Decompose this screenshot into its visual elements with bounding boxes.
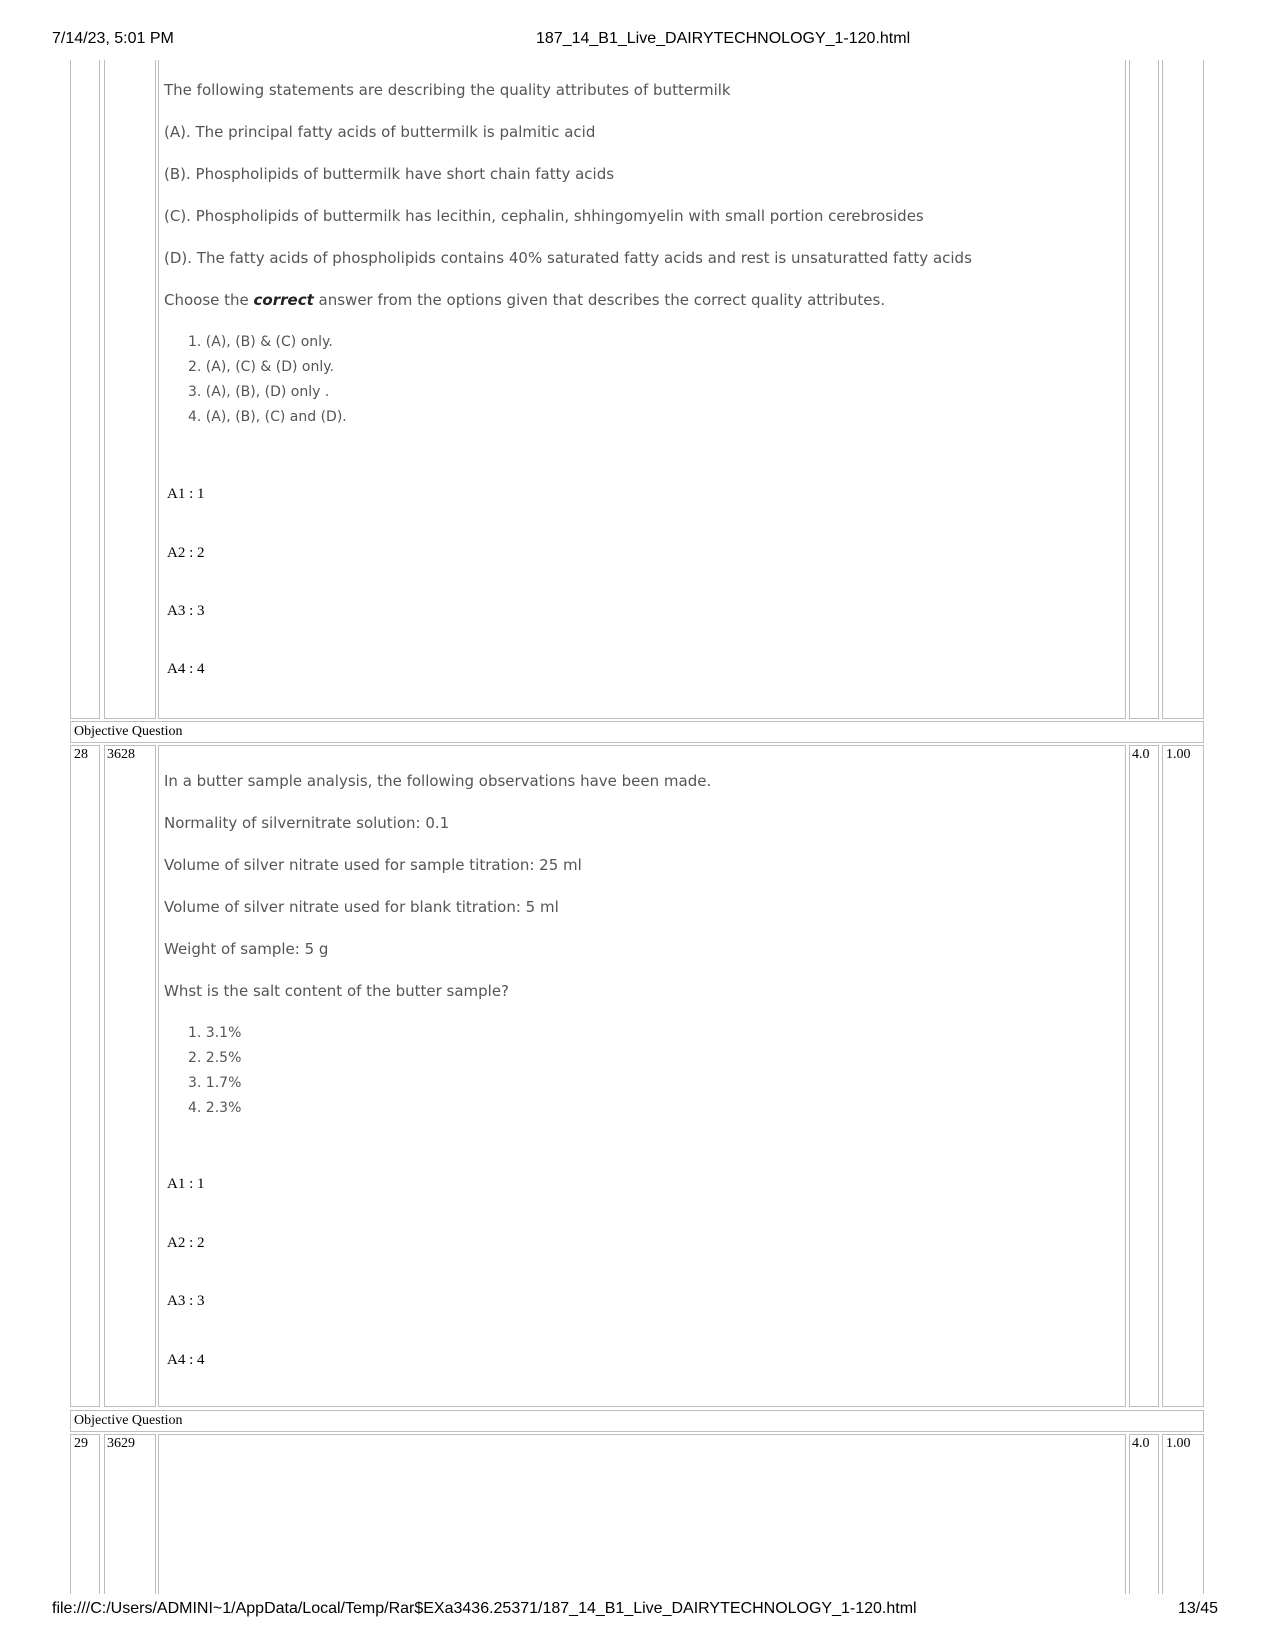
question-line-2: Normality of silvernitrate solution: 0.1 bbox=[164, 814, 450, 832]
option-1: 1. (A), (B) & (C) only. bbox=[188, 334, 333, 350]
neg-cell bbox=[1162, 60, 1204, 719]
sno-cell bbox=[70, 60, 100, 719]
question-line-4: Volume of silver nitrate used for blank titration: 5 ml bbox=[164, 898, 559, 916]
answer-1: A1 : 1 bbox=[167, 486, 205, 502]
option-list bbox=[188, 330, 347, 430]
sno-cell bbox=[70, 1434, 100, 1594]
statement-b: (B). Phospholipids of buttermilk have short chain fatty acids bbox=[164, 165, 615, 183]
answer-3: A3 : 3 bbox=[167, 1293, 205, 1309]
option-2: 2. 2.5% bbox=[188, 1050, 242, 1066]
question-cell bbox=[158, 1434, 1126, 1594]
qid-cell bbox=[104, 745, 156, 1407]
print-file-path: file:///C:/Users/ADMINI~1/AppData/Local/Temp/Rar$EXa3436.25371/187_14_B1_Live_DAIRYTECHNOLOGY_1-120.html bbox=[52, 1600, 917, 1617]
marks: 4.0 bbox=[1132, 1436, 1150, 1451]
emphasis-correct: correct bbox=[253, 291, 314, 309]
question-line-5: Weight of sample: 5 g bbox=[164, 940, 329, 958]
answer-4: A4 : 4 bbox=[167, 661, 205, 677]
negative-marks: 1.00 bbox=[1166, 747, 1191, 762]
question-line-3: Volume of silver nitrate used for sample titration: 25 ml bbox=[164, 856, 582, 874]
statement-d: (D). The fatty acids of phospholipids contains 40% saturated fatty acids and rest is unsaturatted fatty acids bbox=[164, 249, 972, 267]
option-list bbox=[188, 1021, 241, 1121]
statement-a: (A). The principal fatty acids of buttermilk is palmitic acid bbox=[164, 123, 596, 141]
question-line-1: In a butter sample analysis, the following observations have been made. bbox=[164, 772, 712, 790]
statement-c: (C). Phospholipids of buttermilk has lecithin, cephalin, shhingomyelin with small portion cerebrosides bbox=[164, 207, 924, 225]
answer-4: A4 : 4 bbox=[167, 1352, 205, 1368]
print-title: 187_14_B1_Live_DAIRYTECHNOLOGY_1-120.html bbox=[536, 30, 911, 47]
question-id: 3629 bbox=[107, 1436, 135, 1451]
option-1: 1. 3.1% bbox=[188, 1025, 242, 1041]
qid-cell bbox=[104, 1434, 156, 1594]
print-datetime: 7/14/23, 5:01 PM bbox=[52, 30, 174, 47]
option-2: 2. (A), (C) & (D) only. bbox=[188, 359, 334, 375]
qid-cell bbox=[104, 60, 156, 719]
question-line-6: Whst is the salt content of the butter sample? bbox=[164, 982, 510, 1000]
option-3: 3. (A), (B), (D) only . bbox=[188, 384, 330, 400]
option-4: 4. (A), (B), (C) and (D). bbox=[188, 409, 347, 425]
marks-cell bbox=[1129, 60, 1159, 719]
instruction: Choose the correct answer from the options given that describes the correct quality attributes. bbox=[164, 291, 886, 309]
question-stem: The following statements are describing the quality attributes of buttermilk bbox=[164, 81, 731, 99]
neg-cell bbox=[1162, 1434, 1204, 1594]
serial-number: 29 bbox=[74, 1436, 88, 1451]
option-3: 3. 1.7% bbox=[188, 1075, 242, 1091]
neg-cell bbox=[1162, 745, 1204, 1407]
question-cell bbox=[158, 745, 1126, 1407]
question-id: 3628 bbox=[107, 747, 135, 762]
section-label-row bbox=[70, 1410, 1204, 1432]
print-page-number: 13/45 bbox=[1178, 1600, 1219, 1617]
marks-cell bbox=[1129, 745, 1159, 1407]
answer-1: A1 : 1 bbox=[167, 1176, 205, 1192]
negative-marks: 1.00 bbox=[1166, 1436, 1191, 1451]
option-4: 4. 2.3% bbox=[188, 1100, 242, 1116]
section-label: Objective Question bbox=[74, 1413, 183, 1428]
serial-number: 28 bbox=[74, 747, 88, 762]
answer-3: A3 : 3 bbox=[167, 603, 205, 619]
marks-cell bbox=[1129, 1434, 1159, 1594]
sno-cell bbox=[70, 745, 100, 1407]
answer-2: A2 : 2 bbox=[167, 545, 205, 561]
marks: 4.0 bbox=[1132, 747, 1150, 762]
answer-2: A2 : 2 bbox=[167, 1235, 205, 1251]
section-label: Objective Question bbox=[74, 724, 183, 739]
section-label-row bbox=[70, 721, 1204, 743]
